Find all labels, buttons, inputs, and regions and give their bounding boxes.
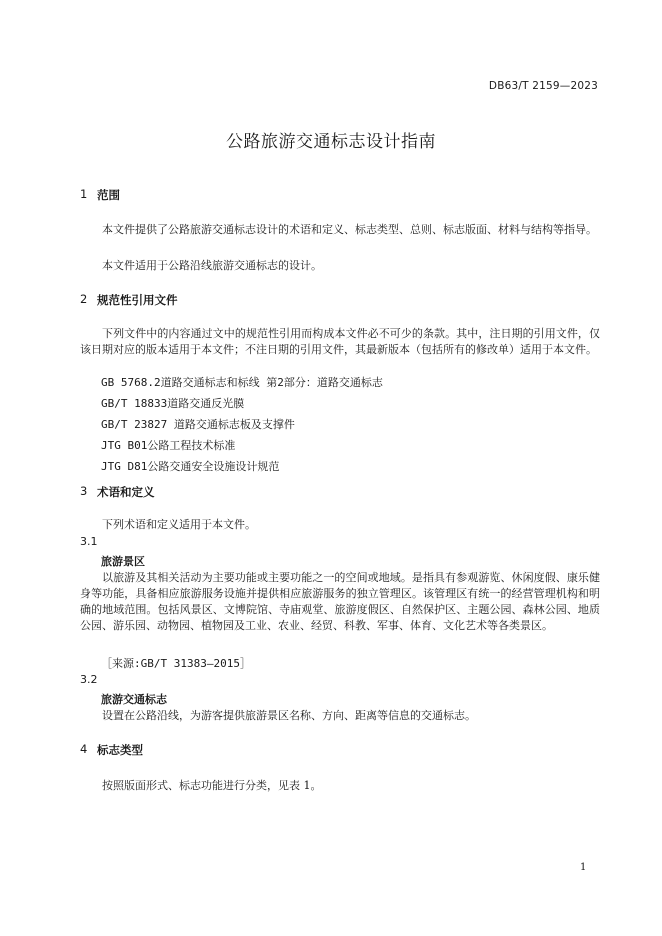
term-definition: 以旅游及其相关活动为主要功能或主要功能之一的空间或地域。是指具有参观游览、休闲度假、康乐健身等功能，具备相应旅游服务设施并提供相应旅游服务的独立管理区。该管理区有统一的经营管理机构和明确的地域范围。包括风景区、文博院馆、寺庙观堂、旅游度假区、自然保护区、主题公园、森林公园、地质公园、游乐园、动物园、植物园及工业、农业、经贸、科教、军事、体育、文化艺术等各类景区。: [80, 571, 600, 632]
reference-item: JTG D81公路交通安全设施设计规范: [101, 460, 280, 473]
section-4-heading: 标志类型: [97, 743, 143, 757]
term-name: 旅游景区: [101, 555, 145, 568]
section-4-paragraph: 按照版面形式、标志功能进行分类，见表 1。: [102, 779, 322, 792]
document-code: DB63/T 2159—2023: [488, 80, 598, 92]
section-2-number: 2: [80, 292, 88, 306]
section-1-paragraph-1: 本文件提供了公路旅游交通标志设计的术语和定义、标志类型、总则、标志版面、材料与结构等指导。: [102, 223, 597, 236]
page-title: 公路旅游交通标志设计指南: [226, 132, 436, 152]
reference-item: GB 5768.2道路交通标志和标线 第2部分：道路交通标志: [101, 376, 383, 389]
term-source: ［来源:GB/T 31383—2015］: [101, 657, 251, 670]
reference-item: JTG B01公路工程技术标准: [101, 439, 236, 452]
section-3-intro: 下列术语和定义适用于本文件。: [102, 518, 256, 531]
term-name: 旅游交通标志: [101, 693, 167, 706]
section-3-number: 3: [80, 484, 88, 498]
section-1-paragraph-2: 本文件适用于公路沿线旅游交通标志的设计。: [102, 259, 322, 272]
section-1-heading: 范围: [97, 188, 120, 202]
reference-item: GB/T 18833道路交通反光膜: [101, 397, 245, 410]
section-2-intro: 下列文件中的内容通过文中的规范性引用而构成本文件必不可少的条款。其中，注日期的引用文件，仅该日期对应的版本适用于本文件；不注日期的引用文件，其最新版本（包括所有的修改单）适用于本文件。: [80, 327, 600, 356]
term-number: 3.2: [80, 673, 98, 686]
page-number: 1: [580, 862, 587, 873]
section-1-number: 1: [80, 187, 88, 201]
section-4-number: 4: [80, 742, 88, 756]
term-definition: 设置在公路沿线，为游客提供旅游景区名称、方向、距离等信息的交通标志。: [102, 709, 476, 722]
term-number: 3.1: [80, 535, 98, 548]
section-3-heading: 术语和定义: [97, 485, 155, 499]
reference-item: GB/T 23827 道路交通标志板及支撑件: [101, 418, 295, 431]
section-2-heading: 规范性引用文件: [97, 293, 178, 307]
